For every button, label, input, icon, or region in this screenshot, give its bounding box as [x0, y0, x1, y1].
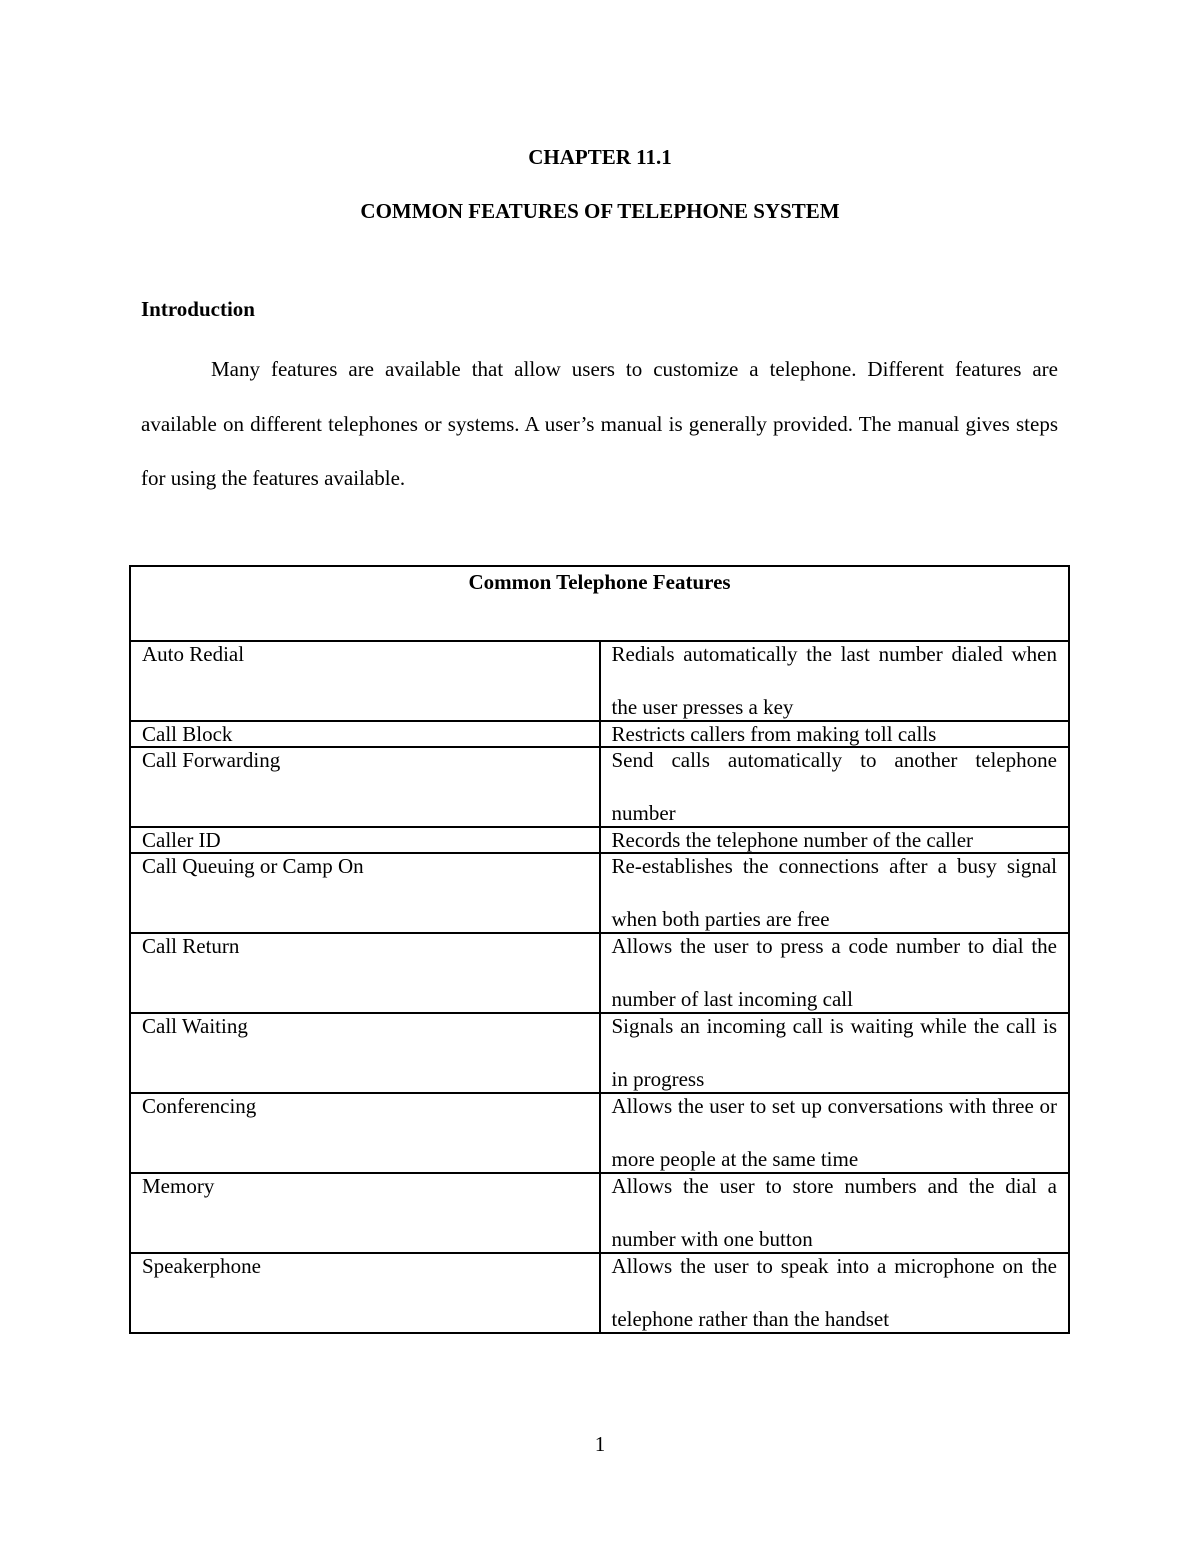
- page-number: 1: [594, 1432, 606, 1456]
- feature-name-cell: Conferencing: [130, 1093, 600, 1173]
- feature-description-text: Signals an incoming call is waiting while the call is in progress: [611, 1014, 1057, 1091]
- feature-description-text: Redials automatically the last number dialed when the user presses a key: [611, 642, 1057, 719]
- feature-description-text: Allows the user to press a code number to dial the number of last incoming call: [611, 934, 1057, 1011]
- feature-name-cell: Call Forwarding: [130, 747, 600, 827]
- feature-name-cell: Auto Redial: [130, 641, 600, 721]
- feature-description-text: Allows the user to speak into a microphone on the telephone rather than the handset: [611, 1254, 1057, 1331]
- feature-description-cell: [600, 641, 1070, 721]
- feature-description-cell: Records the telephone number of the caller: [600, 827, 1070, 853]
- features-table: [129, 565, 1070, 1334]
- feature-description-text: Send calls automatically to another telephone number: [611, 748, 1057, 825]
- feature-name-cell: Call Block: [130, 721, 600, 747]
- chapter-subtitle: COMMON FEATURES OF TELEPHONE SYSTEM: [360, 199, 840, 223]
- section-heading-introduction: Introduction: [141, 297, 255, 321]
- feature-name-cell: Memory: [130, 1173, 600, 1253]
- table-row: [130, 1253, 1069, 1333]
- feature-description-text: Re-establishes the connections after a busy signal when both parties are free: [611, 854, 1057, 931]
- feature-description-text: Allows the user to set up conversations with three or more people at the same time: [611, 1094, 1057, 1171]
- chapter-title: CHAPTER 11.1: [528, 145, 672, 169]
- intro-paragraph: Many features are available that allow users to customize a telephone. Different features are available on different telephones or systems. A user’s manual is generally provided. The manual gives steps for using the features available.: [141, 357, 1058, 490]
- feature-description-cell: [600, 747, 1070, 827]
- feature-description-cell: [600, 1253, 1070, 1333]
- feature-name-cell: Call Queuing or Camp On: [130, 853, 600, 933]
- table-caption: Common Telephone Features: [130, 566, 1069, 641]
- table-row: [130, 747, 1069, 827]
- feature-name-cell: Call Return: [130, 933, 600, 1013]
- table-row: [130, 641, 1069, 721]
- feature-name-cell: Speakerphone: [130, 1253, 600, 1333]
- feature-name-cell: Caller ID: [130, 827, 600, 853]
- feature-description-cell: Restricts callers from making toll calls: [600, 721, 1070, 747]
- feature-name-cell: Call Waiting: [130, 1013, 600, 1093]
- feature-description-text: Allows the user to store numbers and the dial a number with one button: [611, 1174, 1057, 1251]
